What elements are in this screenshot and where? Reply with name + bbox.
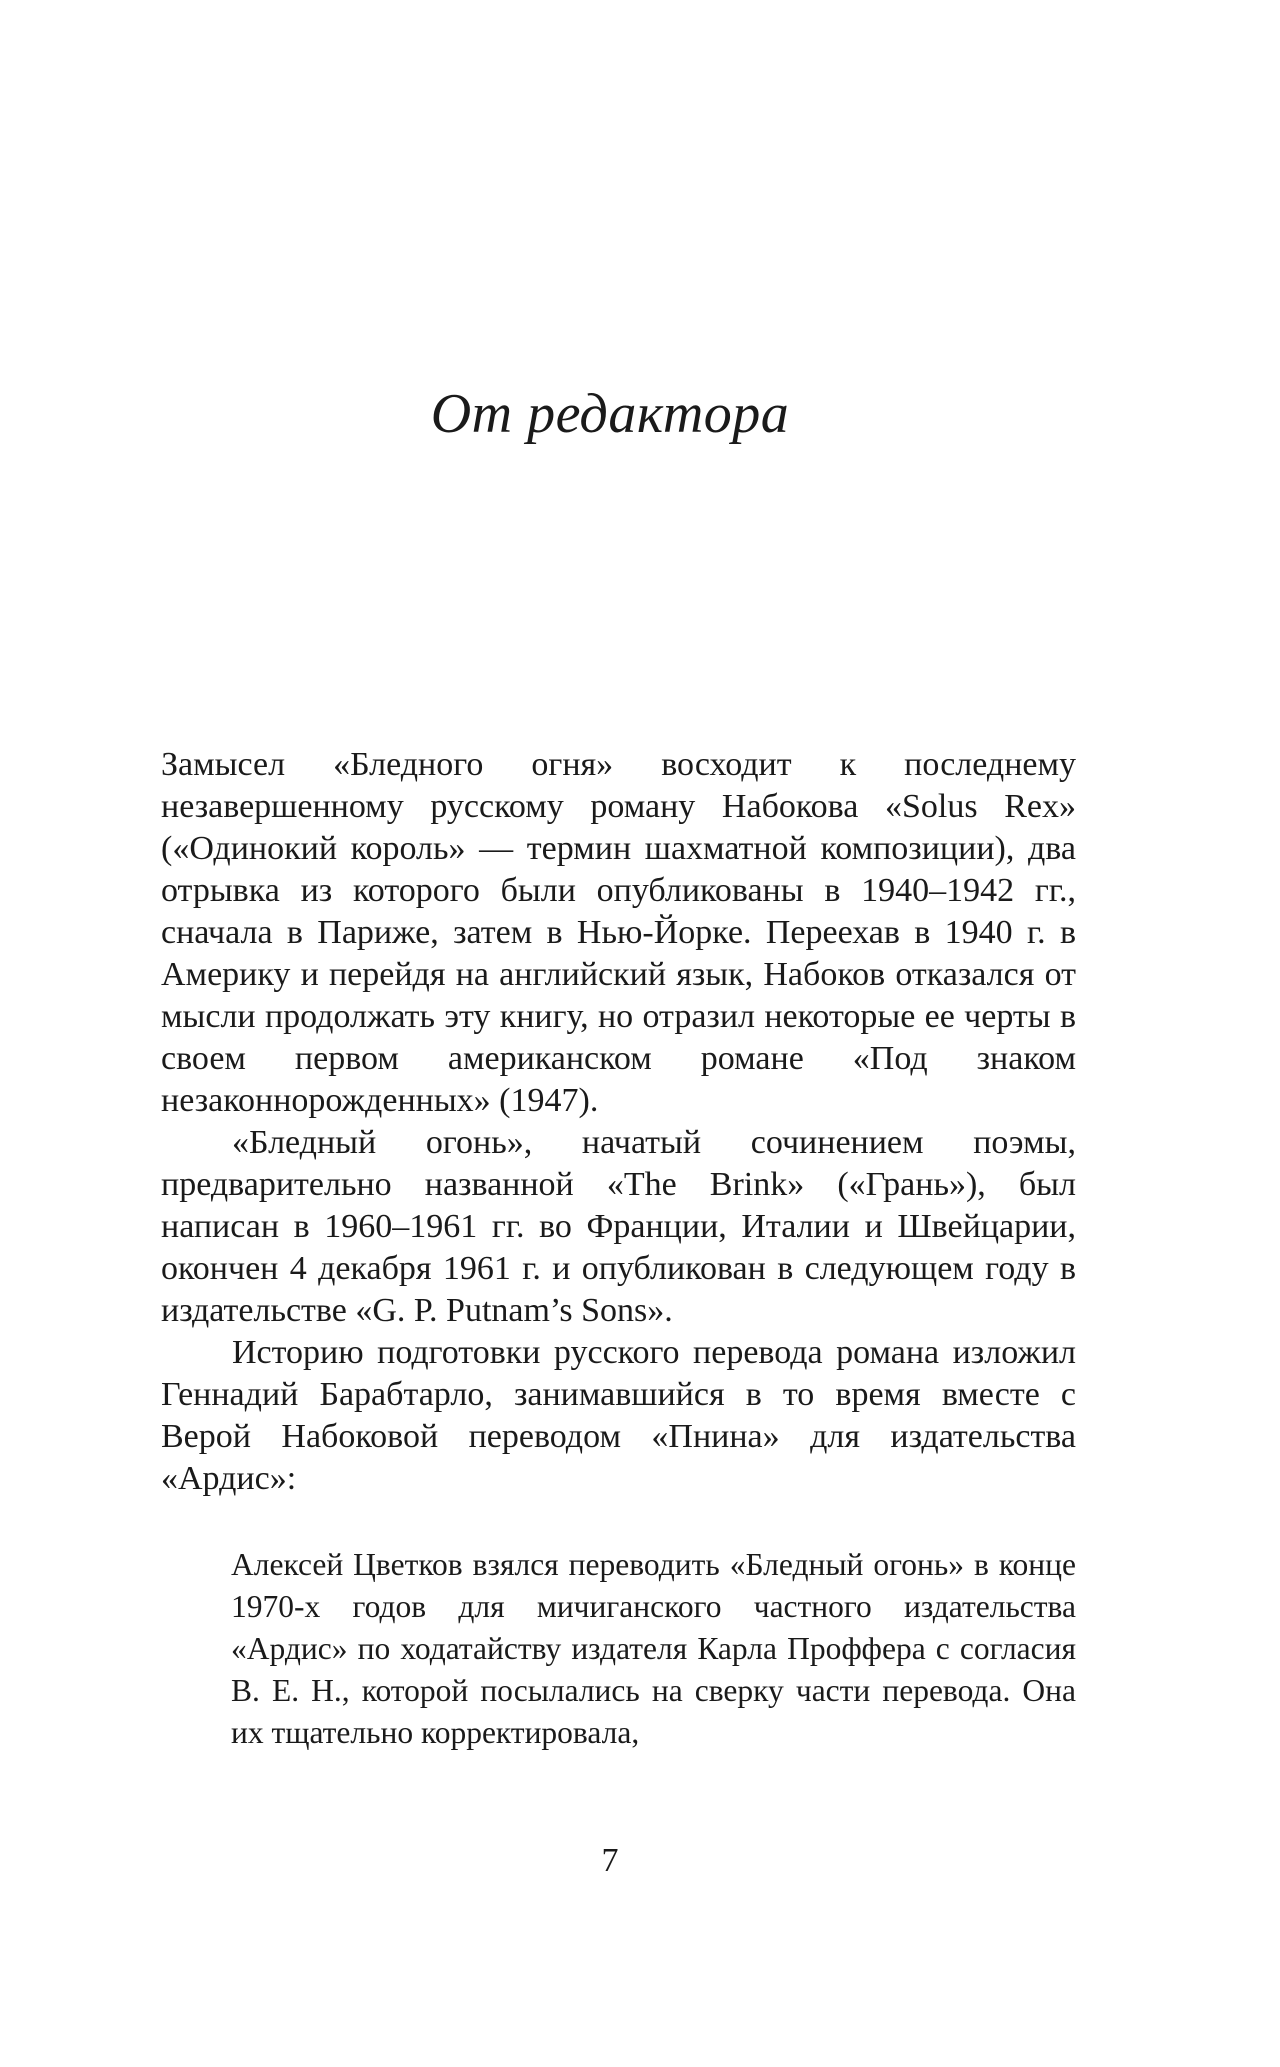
paragraph-2: «Бледный огонь», начатый сочинением поэмы, предварительно названной «The Brink» («Грань»), был написан в 1960–1961 гг. во Франции, Италии и Швейцарии, окончен 4 декабря 1961 г. и опубликован в следующем году в издательстве «G. P. Putnam’s Sons». <box>161 1124 1076 1329</box>
quote-text: Алексей Цветков взялся переводить «Бледный огонь» в конце 1970-х годов для мичиганского частного издательства «Ардис» по ходатайству издателя Карла Проффера с согласия В. Е. Н., которой посылались на сверку части перевода. Она их тщательно корректировала, <box>231 1547 1076 1750</box>
paragraph-3: Историю подготовки русского перевода романа изложил Геннадий Барабтарло, занимавшийся в то время вместе с Верой Набоковой переводом «Пнина» для издательства «Ардис»: <box>161 1334 1076 1497</box>
block-quote <box>231 1544 1076 1754</box>
paragraph-1: Замысел «Бледного огня» восходит к последнему незавершенному русскому роману Набокова «Solus Rex» («Одинокий король» — термин шахматной композиции), два отрывка из которого были опубликованы в 1940–1942 гг., сначала в Париже, затем в Нью-Йорке. Переехав в 1940 г. в Америку и перейдя на английский язык, Набоков отказался от мысли продолжать эту книгу, но отразил некоторые ее черты в своем первом американском романе «Под знаком незаконнорожденных» (1947). <box>161 746 1076 1119</box>
page-number: 7 <box>601 1842 619 1879</box>
body-text <box>161 744 1076 1500</box>
chapter-title: От редактора <box>430 383 790 445</box>
